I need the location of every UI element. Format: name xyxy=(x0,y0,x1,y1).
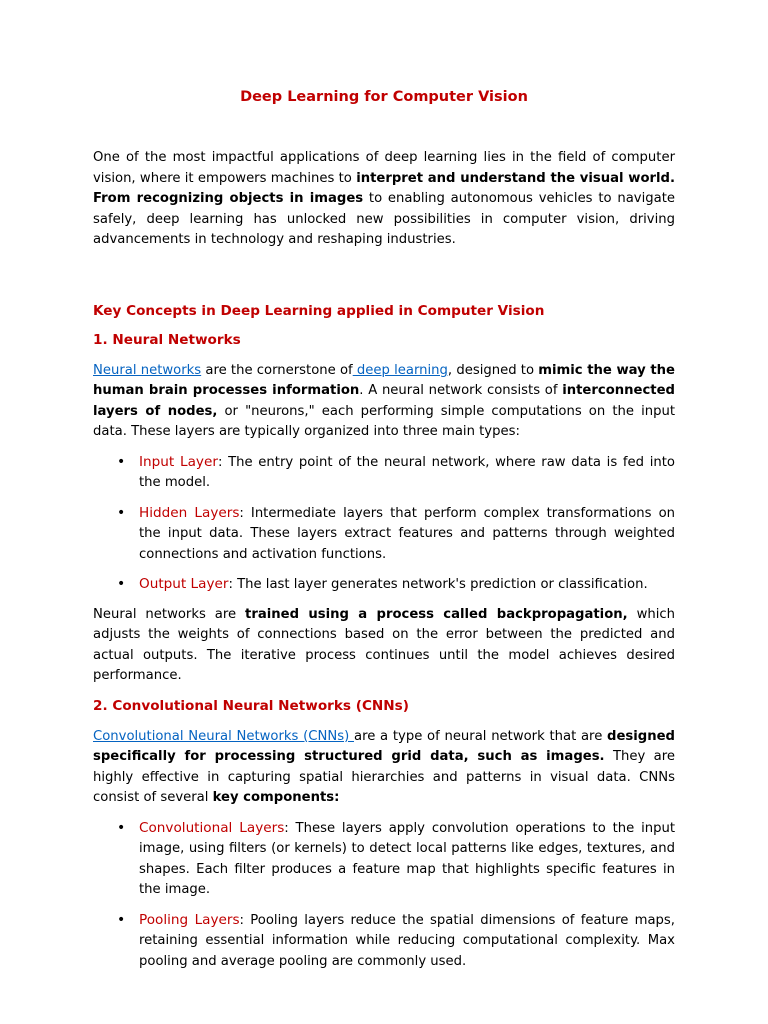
desc-pooling-layers: : Pooling layers reduce the spatial dimensions of feature maps, retaining essential information while reducing computational complexity. Max pooling and average pooling are commonly used. xyxy=(139,912,675,969)
term-convolutional-layers: Convolutional Layers xyxy=(139,819,285,836)
bp-bold-1: trained using a process called backpropagation, xyxy=(245,606,628,622)
bullet-icon: • xyxy=(117,911,126,928)
list-item-output-layer xyxy=(117,574,675,596)
nn-text-3: . A neural network consists of xyxy=(359,383,563,398)
bullet-icon: • xyxy=(117,504,126,521)
bullet-icon: • xyxy=(117,576,126,592)
cnn-components-list xyxy=(93,818,675,973)
intro-text-2: to enabling autonomous vehicles to navigate safely, deep learning has unlocked new possibilities in computer vision, driving advancements in technology and reshaping industries. xyxy=(93,191,675,247)
cnn-text-2: They are highly effective in capturing spatial hierarchies and patterns in visual data. CNNs consist of several xyxy=(93,749,675,805)
nn-bold-1: mimic the way the human brain processes information xyxy=(93,362,675,398)
bullet-icon: • xyxy=(117,453,126,470)
intro-paragraph xyxy=(93,148,675,251)
neural-networks-link[interactable]: Neural networks xyxy=(93,362,202,378)
key-concepts-heading: Key Concepts in Deep Learning applied in Computer Vision xyxy=(93,302,545,319)
list-item-hidden-layers xyxy=(117,503,675,566)
nn-text-4: or "neurons," each performing simple computations on the input data. These layers are typically organized into three main types: xyxy=(93,403,675,439)
desc-input-layer: : The entry point of the neural network, where raw data is fed into the model. xyxy=(139,454,676,490)
cnn-link[interactable]: Convolutional Neural Networks (CNNs) xyxy=(93,728,354,744)
intro-text-1: One of the most impactful applications of deep learning lies in the field of computer vision, where it empowers machines to xyxy=(93,150,675,186)
term-output-layer: Output Layer xyxy=(139,576,229,592)
cnn-text-1: are a type of neural network that are xyxy=(353,728,608,744)
desc-output-layer: : The last layer generates network's prediction or classification. xyxy=(228,577,648,592)
bullet-icon: • xyxy=(117,819,126,836)
cnn-bold-1: designed specifically for processing structured grid data, such as images. xyxy=(93,728,675,764)
cnn-paragraph xyxy=(93,727,675,809)
desc-hidden-layers: : Intermediate layers that perform complex transformations on the input data. These layers extract features and patterns through weighted connections and activation functions. xyxy=(139,505,675,562)
bp-text-2: which adjusts the weights of connections based on the error between the predicted and actual outputs. The iterative process continues until the model achieves desired performance. xyxy=(93,606,675,683)
list-item-input-layer xyxy=(117,452,676,494)
term-hidden-layers: Hidden Layers xyxy=(139,504,240,521)
layer-types-list xyxy=(93,452,675,596)
nn-text-2: , designed to xyxy=(447,362,539,378)
bp-text-1: Neural networks are xyxy=(93,606,246,622)
desc-convolutional-layers: : These layers apply convolution operations to the input image, using filters (or kernels) to detect local patterns like edges, textures, and shapes. Each filter produces a feature map that highlights specific features in the image. xyxy=(139,820,675,897)
intro-bold-1: interpret and understand the visual world. From recognizing objects in images xyxy=(93,170,675,206)
backpropagation-paragraph xyxy=(93,605,675,687)
deep-learning-link[interactable]: deep learning xyxy=(352,362,448,378)
term-pooling-layers: Pooling Layers xyxy=(139,911,240,928)
neural-networks-paragraph xyxy=(93,361,675,443)
neural-networks-heading: 1. Neural Networks xyxy=(93,331,241,348)
nn-bold-2: interconnected layers of nodes, xyxy=(93,383,675,419)
nn-text-1: are the cornerstone of xyxy=(201,362,353,378)
cnn-bold-2: key components: xyxy=(212,790,340,805)
cnn-heading: 2. Convolutional Neural Networks (CNNs) xyxy=(93,697,409,714)
document-title: Deep Learning for Computer Vision xyxy=(240,89,528,105)
list-item-pooling-layers xyxy=(117,910,675,973)
list-item-convolutional-layers xyxy=(117,818,675,901)
term-input-layer: Input Layer xyxy=(139,453,218,470)
